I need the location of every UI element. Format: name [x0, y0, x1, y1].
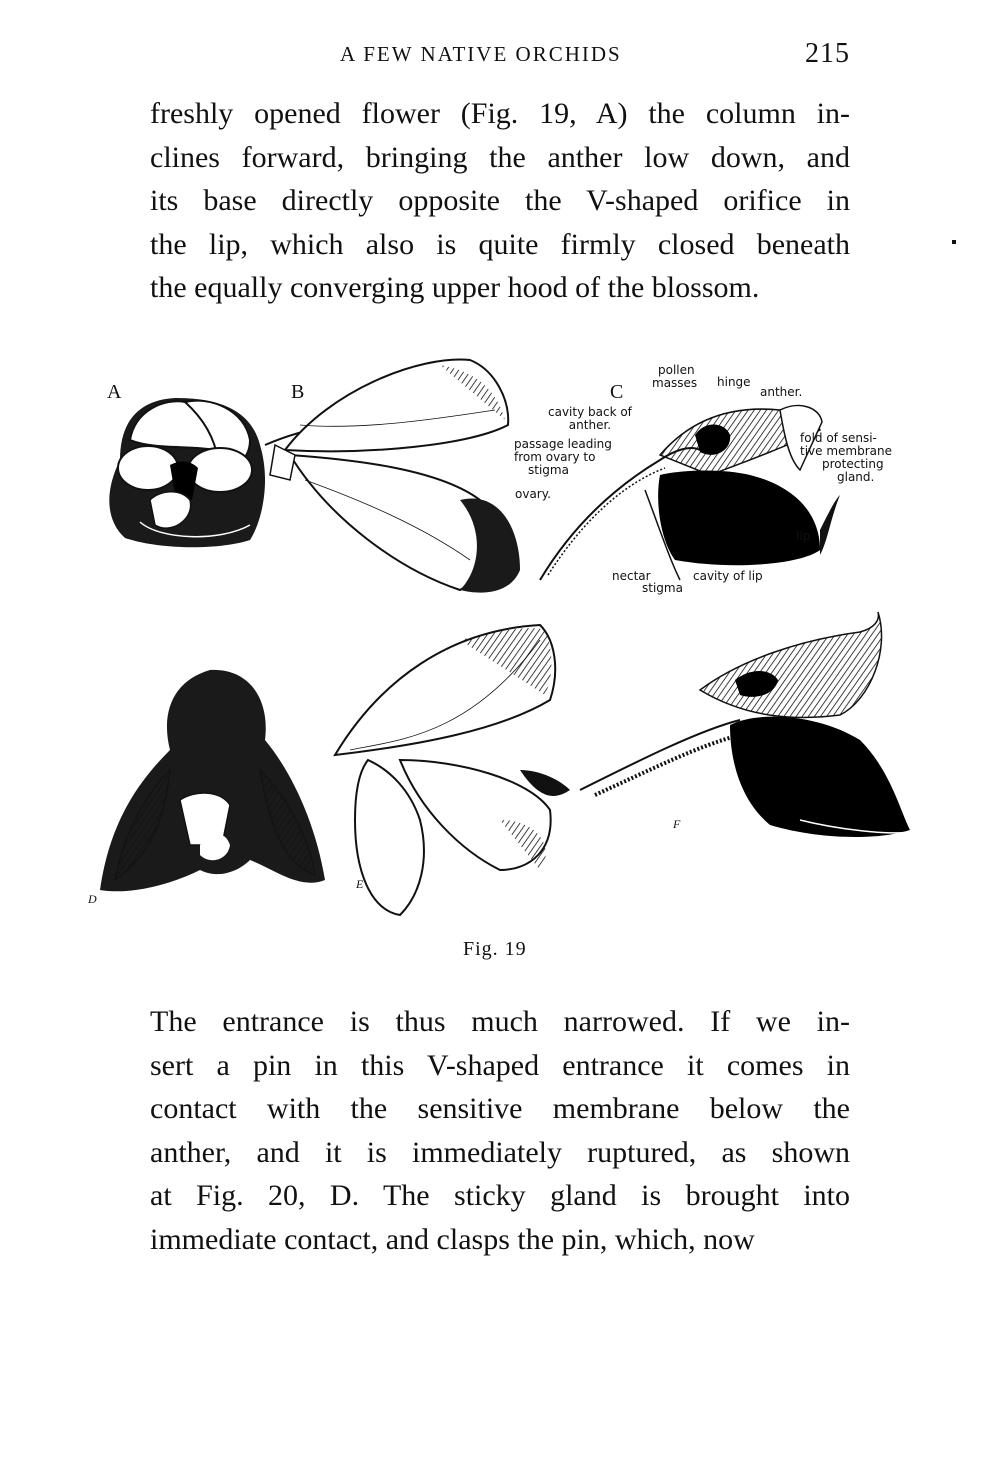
label-cavity-back-anther: cavity back of anther. — [548, 405, 632, 432]
label-anther: anther. — [760, 385, 803, 399]
orchid-illustrations — [100, 350, 920, 960]
panel-letter-d: D — [88, 892, 97, 906]
label-pollen-masses: pollen masses — [652, 363, 698, 390]
page-header — [150, 38, 850, 78]
label-nectar: nectar — [612, 569, 651, 583]
text-line: anther, and it is immediately ruptured, as shown — [150, 1135, 850, 1169]
text-line: sert a pin in this V-shaped entrance it comes in — [150, 1048, 850, 1082]
flower-a-illustration — [109, 398, 265, 547]
margin-mark — [952, 240, 956, 244]
text-line: clines forward, bringing the anther low down, and — [150, 140, 850, 174]
label-cavity-lip: cavity of lip — [693, 569, 763, 583]
running-head: A FEW NATIVE ORCHIDS — [340, 42, 622, 66]
panel-letter-f: F — [673, 817, 681, 831]
flower-e-illustration — [335, 625, 570, 915]
figure-19 — [88, 350, 920, 960]
panel-letter-c: C — [610, 381, 624, 403]
flower-d-illustration — [100, 670, 325, 891]
text-line: freshly opened flower (Fig. 19, A) the column in- — [150, 97, 850, 130]
panel-letter-a: A — [107, 381, 122, 403]
text-line: immediate contact, and clasps the pin, which, now — [150, 1222, 755, 1256]
text-line: The entrance is thus much narrowed. If we in- — [150, 1005, 850, 1038]
panel-letter-b: B — [291, 381, 305, 403]
text-line: contact with the sensitive membrane below the — [150, 1092, 850, 1125]
text-line: the lip, which also is quite firmly closed beneath — [150, 227, 850, 261]
paragraph-bottom — [150, 1000, 850, 1261]
panel-letter-e: E — [356, 877, 364, 891]
page-number: 215 — [805, 38, 850, 69]
label-lip: lip — [796, 529, 811, 543]
figure-caption: Fig. 19 — [463, 938, 527, 960]
flower-f-illustration — [580, 612, 910, 837]
label-fold-membrane: fold of sensi- tive membrane protecting gland. — [800, 431, 892, 484]
label-stigma: stigma — [642, 581, 683, 595]
label-ovary: ovary. — [515, 487, 551, 501]
paragraph-top — [150, 92, 850, 310]
label-passage: passage leading from ovary to stigma — [514, 437, 612, 477]
label-hinge: hinge — [717, 375, 751, 389]
text-line: at Fig. 20, D. The sticky gland is brought into — [150, 1179, 850, 1212]
text-line: its base directly opposite the V-shaped orifice in — [150, 184, 850, 217]
text-line: the equally converging upper hood of the blossom. — [150, 271, 760, 304]
